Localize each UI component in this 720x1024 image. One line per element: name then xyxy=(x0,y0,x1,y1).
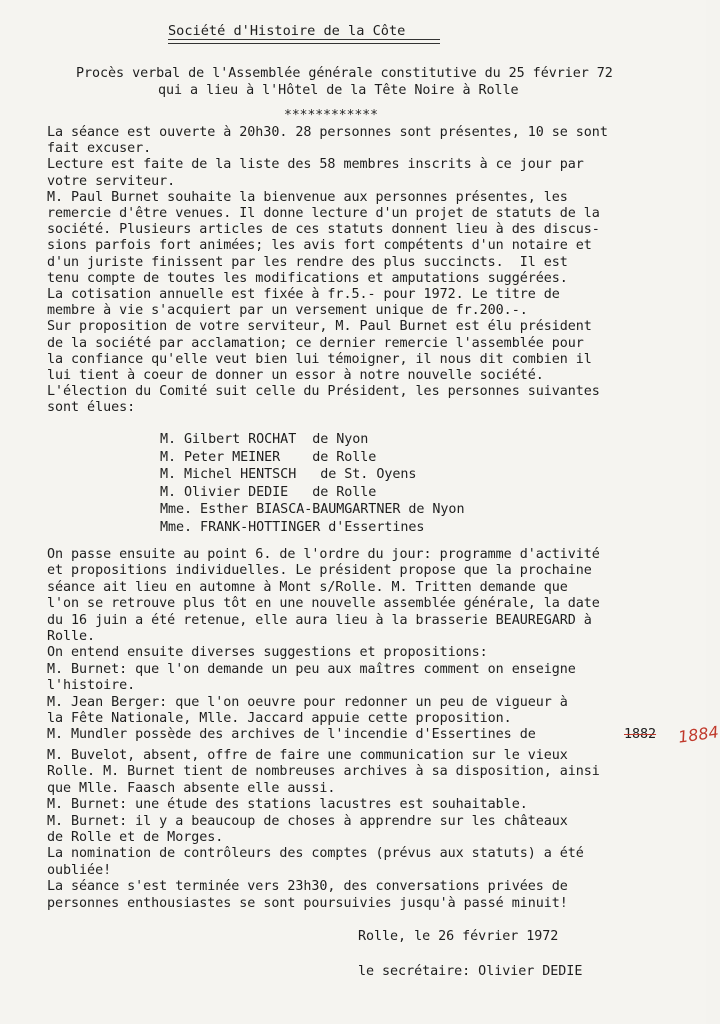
society-title: Société d'Histoire de la Côte xyxy=(168,23,406,39)
text-line: sont élues: xyxy=(47,400,136,416)
text-line: sions parfois fort animées; les avis fort compétents d'un notaire et xyxy=(47,238,592,254)
committee-member: Mme. FRANK-HOTTINGER d'Essertines xyxy=(160,520,425,535)
text-line: de Rolle et de Morges. xyxy=(47,830,224,845)
text-line: M. Burnet: que l'on demande un peu aux maîtres comment on enseigne xyxy=(47,661,576,677)
text-line: Sur proposition de votre serviteur, M. Paul Burnet est élu président xyxy=(47,319,592,335)
text-line: que Mlle. Faasch absente elle aussi. xyxy=(47,780,336,796)
text-line: du 16 juin a été retenue, elle aura lieu à la brasserie BEAUREGARD à xyxy=(47,612,592,628)
minutes-heading-line-1: Procès verbal de l'Assemblée générale constitutive du 25 février 72 xyxy=(76,66,613,81)
text-line: On passe ensuite au point 6. de l'ordre du jour: programme d'activité xyxy=(47,547,600,562)
text-line: oubliée! xyxy=(47,862,112,878)
text-line: personnes enthousiastes se sont poursuivies jusqu'à passé minuit! xyxy=(47,895,568,911)
text-line: La séance est ouverte à 20h30. 28 personnes sont présentes, 10 se sont xyxy=(47,125,608,140)
text-line: la confiance qu'elle veut bien lui témoigner, il nous dit combien il xyxy=(47,351,592,367)
committee-member: Mme. Esther BIASCA-BAUMGARTNER de Nyon xyxy=(160,502,465,518)
text-line: M. Paul Burnet souhaite la bienvenue aux personnes présentes, les xyxy=(47,189,568,205)
committee-member: M. Michel HENTSCH de St. Oyens xyxy=(160,467,417,483)
place-and-date: Rolle, le 26 février 1972 xyxy=(358,929,559,944)
text-line: M. Buvelot, absent, offre de faire une communication sur le vieux xyxy=(47,748,568,763)
text-line: votre serviteur. xyxy=(47,173,176,189)
text-line: M. Mundler possède des archives de l'incendie d'Essertines de xyxy=(47,727,544,743)
text-line: la Fête Nationale, Mlle. Jaccard appuie cette proposition. xyxy=(47,711,512,726)
text-line: M. Burnet: une étude des stations lacustres est souhaitable. xyxy=(47,797,528,813)
text-line: La séance s'est terminée vers 23h30, des conversations privées de xyxy=(47,879,568,895)
text-line: remercie d'être venues. Il donne lecture d'un projet de statuts de la xyxy=(47,206,600,221)
text-line: l'histoire. xyxy=(47,678,136,694)
text-line: Rolle. M. Burnet tient de nombreuses archives à sa disposition, ainsi xyxy=(47,764,600,780)
text-line: M. Jean Berger: que l'on oeuvre pour redonner un peu de vigueur à xyxy=(47,694,568,710)
text-line: Lecture est faite de la liste des 58 membres inscrits à ce jour par xyxy=(47,157,584,173)
committee-member: M. Peter MEINER de Rolle xyxy=(160,449,377,465)
text-line: séance ait lieu en automne à Mont s/Rolle. M. Tritten demande que xyxy=(47,579,568,595)
secretary-signature-line: le secrétaire: Olivier DEDIE xyxy=(358,964,583,979)
text-line: de la société par acclamation; ce dernier remercie l'assemblée pour xyxy=(47,335,584,351)
text-line: La cotisation annuelle est fixée à fr.5.- pour 1972. Le titre de xyxy=(47,287,560,302)
text-line: Rolle. xyxy=(47,629,96,644)
text-line: fait excuser. xyxy=(47,141,152,157)
text-line: La nomination de contrôleurs des comptes (prévus aux statuts) a été xyxy=(47,846,584,862)
handwritten-correction: 1884 xyxy=(676,722,720,747)
text-line: tenu compte de toutes les modifications et amputations suggérées. xyxy=(47,270,568,286)
text-line: d'un juriste finissent par les rendre des plus succincts. Il est xyxy=(47,254,568,270)
text-line: M. Burnet: il y a beaucoup de choses à apprendre sur les châteaux xyxy=(47,813,568,829)
text-line: membre à vie s'acquiert par un versement unique de fr.200.-. xyxy=(47,303,528,319)
text-line: société. Plusieurs articles de ces statuts donnent lieu à des discus- xyxy=(47,222,600,238)
text-line: L'élection du Comité suit celle du Président, les personnes suivantes xyxy=(47,384,600,400)
text-line: et propositions individuelles. Le président propose que la prochaine xyxy=(47,563,592,579)
text-line: On entend ensuite diverses suggestions et propositions: xyxy=(47,645,488,661)
title-double-underline xyxy=(168,39,440,44)
minutes-heading-line-2: qui a lieu à l'Hôtel de la Tête Noire à Rolle xyxy=(158,83,519,98)
committee-member: M. Olivier DEDIE de Rolle xyxy=(160,484,377,500)
committee-member: M. Gilbert ROCHAT de Nyon xyxy=(160,432,369,447)
text-line: l'on se retrouve plus tôt en une nouvelle assemblée générale, la date xyxy=(47,596,600,612)
struck-year: 1882 xyxy=(624,727,657,743)
text-line: lui tient à coeur de donner un essor à notre nouvelle société. xyxy=(47,368,544,383)
separator-stars: ************ xyxy=(284,108,378,123)
